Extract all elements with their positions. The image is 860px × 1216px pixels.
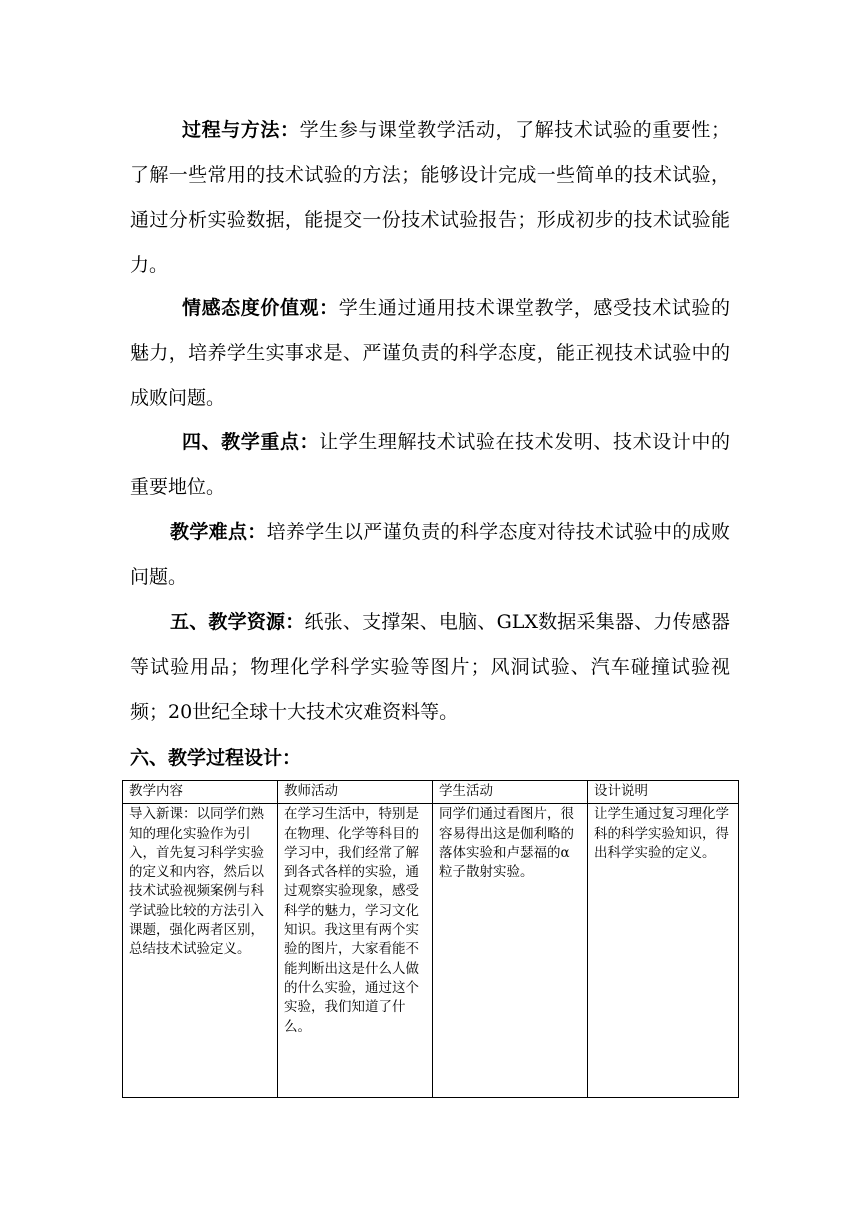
table-header-cell: 学生活动 [433, 781, 588, 804]
paragraph-emotion-values [130, 286, 730, 421]
table-cell-student-activity: 同学们通过看图片，很容易得出这是伽利略的落体实验和卢瑟福的α粒子散射实验。 [433, 804, 588, 1098]
paragraph-text: 培养学生以严谨负责的科学态度对待技术试验中的成败问题。 [130, 521, 730, 588]
paragraph-resources [130, 600, 730, 735]
paragraph-difficulty [130, 510, 730, 600]
paragraph-key-points [130, 420, 730, 510]
section-heading: 六、教学过程设计： [130, 747, 302, 769]
table-cell-content: 导入新课：以同学们熟知的理化实验作为引入，首先复习科学实验的定义和内容，然后以技术试验视频案例与科学试验比较的方法引入课题，强化两者区别，总结技术试验定义。 [123, 804, 278, 1098]
table-cell-teacher-activity: 在学习生活中，特别是在物理、化学等科目的学习中，我们经常了解到各式各样的实验，通过观察实验现象，感受科学的魅力，学习文化知识。我这里有两个实验的图片，大家看能不能判断出这是什么人做的什么实验，通过这个实验，我们知道了什么。 [278, 804, 433, 1098]
table-cell-design-note: 让学生通过复习理化学科的科学实验知识，得出科学实验的定义。 [588, 804, 739, 1098]
table-header-cell: 教师活动 [278, 781, 433, 804]
table-header-cell: 设计说明 [588, 781, 739, 804]
paragraph-label: 教学难点： [170, 521, 267, 543]
paragraph-text: 学生通过通用技术课堂教学，感受技术试验的魅力，培养学生实事求是、严谨负责的科学态度，能正视技术试验中的成败问题。 [130, 297, 730, 409]
paragraph-label: 五、教学资源： [170, 611, 305, 633]
paragraph-text: 学生参与课堂教学活动，了解技术试验的重要性；了解一些常用的技术试验的方法；能够设计完成一些简单的技术试验，通过分析实验数据，能提交一份技术试验报告；形成初步的技术试验能力。 [130, 119, 730, 276]
paragraph-label: 四、教学重点： [182, 431, 320, 453]
paragraph-text: 让学生理解技术试验在技术发明、技术设计中的重要地位。 [130, 431, 730, 498]
paragraph-process-methods [130, 108, 730, 288]
table-row [123, 804, 739, 1098]
paragraph-text: 纸张、支撑架、电脑、GLX数据采集器、力传感器等试验用品；物理化学科学实验等图片；风洞试验、汽车碰撞试验视频；20世纪全球十大技术灾难资料等。 [130, 611, 730, 723]
table-header-cell: 教学内容 [123, 781, 278, 804]
teaching-process-table [122, 780, 739, 1098]
table-header-row [123, 781, 739, 804]
paragraph-label: 情感态度价值观： [182, 297, 339, 319]
paragraph-label: 过程与方法： [182, 119, 300, 141]
